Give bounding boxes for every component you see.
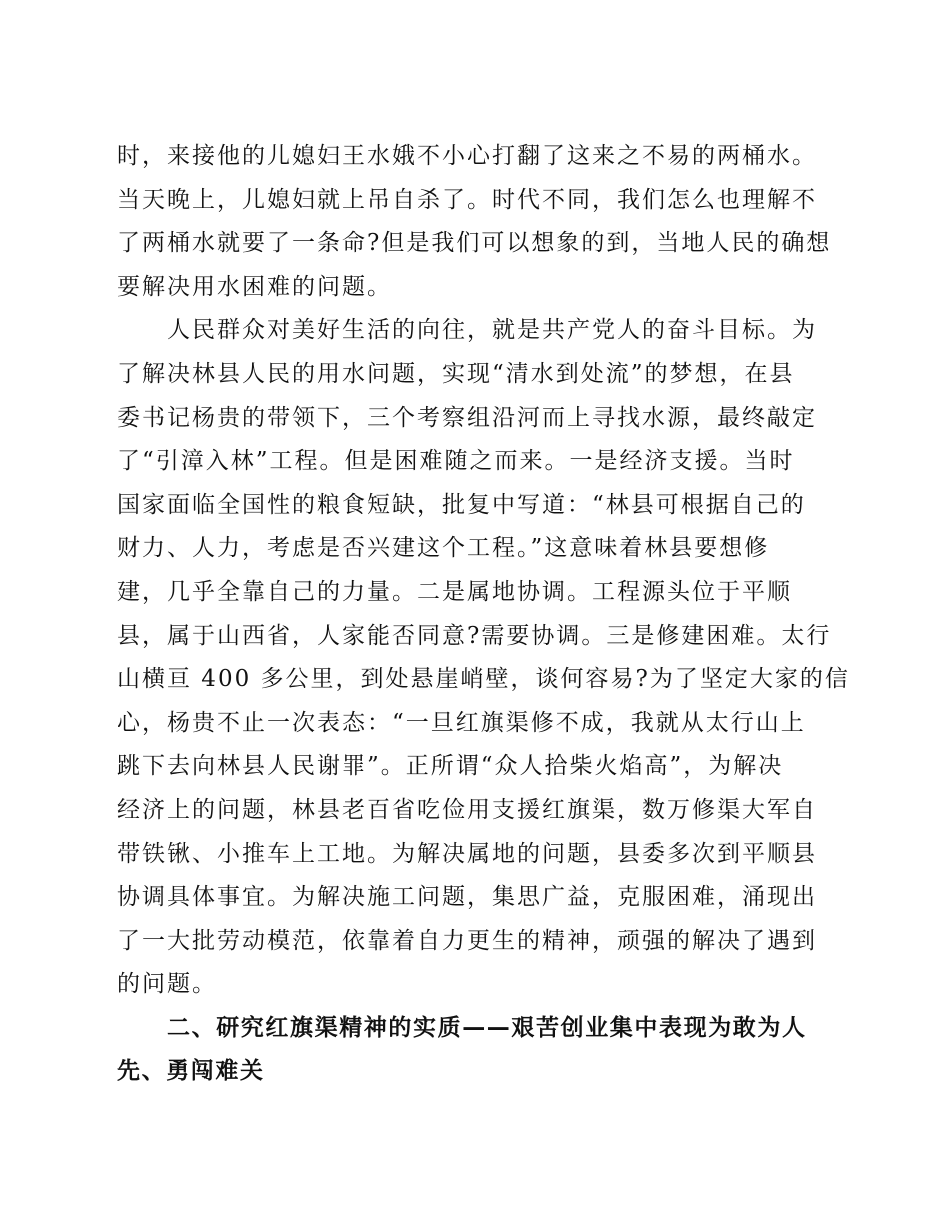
text-line: 当天晚上，儿媳妇就上吊自杀了。时代不同，我们怎么也理解不	[117, 186, 817, 213]
text-line: 了解决林县人民的用水问题，实现“清水到处流”的梦想，在县	[117, 360, 795, 387]
text-line: 人民群众对美好生活的向往，就是共产党人的奋斗目标。为	[167, 317, 817, 344]
heading-line: 先、勇闯难关	[117, 1058, 265, 1085]
text-line: 了一大批劳动模范，依靠着自力更生的精神，顽强的解决了遇到	[117, 927, 817, 954]
text-line: 经济上的问题，林县老百省吃俭用支援红旗渠，数万修渠大军自	[117, 796, 817, 823]
document-body	[117, 135, 850, 1094]
text-line: 山横亘 400 多公里，到处悬崖峭壁，谈何容易?为了坚定大家的信	[117, 666, 850, 693]
text-line: 时，来接他的儿媳妇王水娥不小心打翻了这来之不易的两桶水。	[117, 143, 817, 169]
text-line: 跳下去向林县人民谢罪”。正所谓“众人拾柴火焰高”，为解决	[117, 753, 784, 780]
text-line: 了两桶水就要了一条命?但是我们可以想象的到，当地人民的确想	[117, 230, 832, 257]
paragraph-story-continuation	[117, 135, 830, 309]
text-line: 要解决用水困难的问题。	[117, 273, 392, 300]
text-line: 县，属于山西省，人家能否同意?需要协调。三是修建困难。太行	[117, 622, 832, 649]
heading-line: 二、研究红旗渠精神的实质——艰苦创业集中表现为敢为人	[167, 1014, 807, 1041]
text-line: 心，杨贵不止一次表态：“一旦红旗渠修不成，我就从太行山上	[117, 709, 806, 736]
text-line: 的问题。	[117, 971, 217, 998]
text-line: 带铁锹、小推车上工地。为解决属地的问题，县委多次到平顺县	[117, 840, 817, 867]
text-line: 委书记杨贵的带领下，三个考察组沿河而上寻找水源，最终敲定	[117, 404, 817, 431]
paragraph-red-flag-canal-history	[117, 309, 850, 1007]
text-line: 建，几乎全靠自己的力量。二是属地协调。工程源头位于平顺	[117, 578, 792, 605]
text-line: 国家面临全国性的粮食短缺，批复中写道：“林县可根据自己的	[117, 491, 806, 518]
text-line: 了“引漳入林”工程。但是困难随之而来。一是经济支援。当时	[117, 448, 795, 475]
section-heading	[117, 1007, 830, 1094]
text-line: 财力、人力，考虑是否兴建这个工程。”这意味着林县要想修	[117, 535, 770, 562]
text-line: 协调具体事宜。为解决施工问题，集思广益，克服困难，涌现出	[117, 884, 817, 911]
